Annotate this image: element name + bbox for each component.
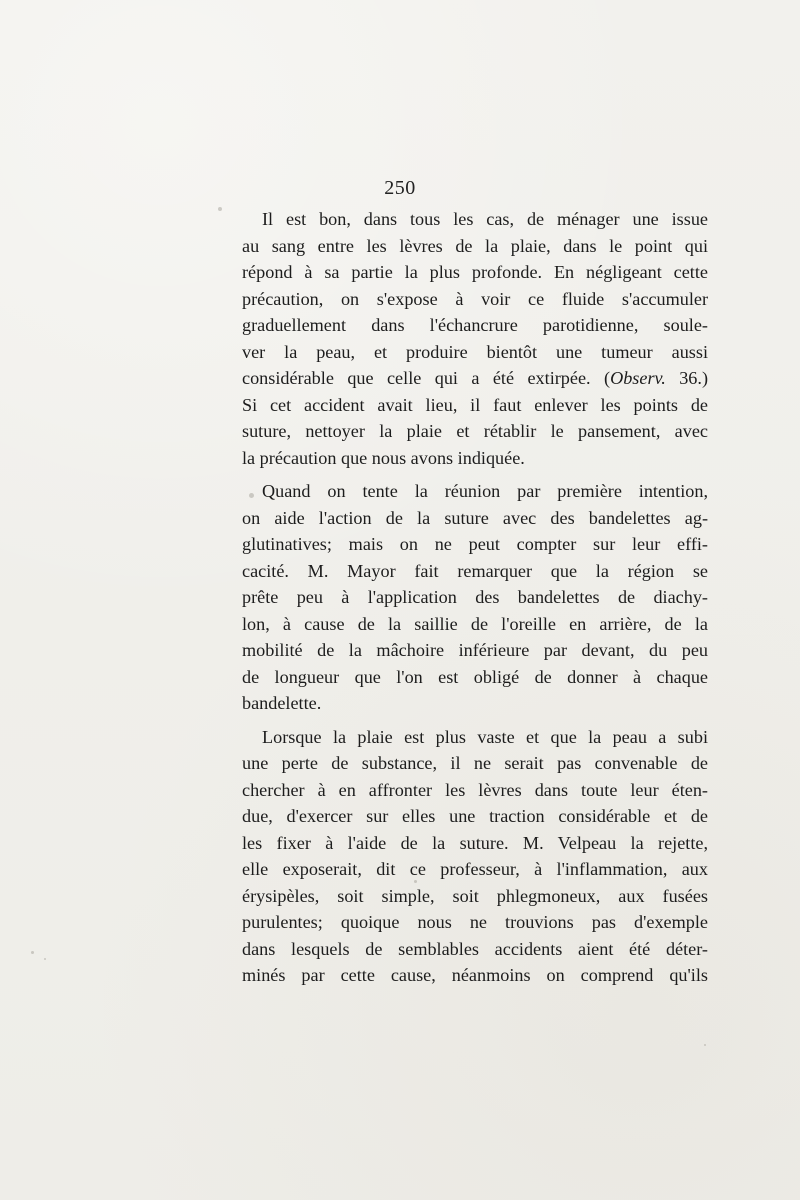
text-line: érysipèles, soit simple, soit phlegmoneux, aux fusées	[242, 885, 708, 906]
text-line: glutinatives; mais on ne peut compter sur leur effi-	[242, 534, 708, 554]
text-line: minés par cette cause, néanmoins on comprend qu'ils	[242, 965, 708, 985]
text-line: cacité. M. Mayor fait remarquer que la région se	[242, 560, 708, 581]
paper-speck	[704, 1044, 706, 1046]
text-line: graduellement dans l'échancrure parotidienne, soule-	[242, 315, 708, 335]
text-line: on aide l'action de la suture avec des bandelettes ag-	[242, 507, 708, 528]
paper-speck	[31, 951, 34, 954]
text-line: chercher à en affronter les lèvres dans toute leur éten-	[242, 779, 708, 800]
text-line: Quand on tente la réunion par première intention,	[262, 481, 708, 501]
text-line: due, d'exercer sur elles une traction considérable et de	[242, 806, 708, 826]
paragraph-3	[242, 724, 708, 989]
body-text	[242, 206, 708, 996]
text-line: au sang entre les lèvres de la plaie, dans le point qui	[242, 235, 708, 256]
page-number: 250	[384, 177, 416, 199]
text-line: ver la peau, et produire bientôt une tumeur aussi	[242, 341, 708, 362]
text-line: Si cet accident avait lieu, il faut enlever les points de	[242, 394, 708, 415]
text-line: purulentes; quoique nous ne trouvions pas d'exemple	[242, 912, 708, 932]
citation-observ: Observ.	[610, 368, 666, 388]
paper-speck	[249, 493, 254, 498]
text-line: mobilité de la mâchoire inférieure par devant, du peu	[242, 640, 708, 660]
paper-speck	[44, 958, 46, 960]
paragraph-2	[242, 478, 708, 717]
paragraph-1	[242, 206, 708, 471]
text-line: lon, à cause de la saillie de l'oreille en arrière, de la	[242, 613, 708, 634]
paper-speck	[414, 880, 417, 883]
text-line: Lorsque la plaie est plus vaste et que la peau a subi	[262, 726, 708, 747]
text-line: répond à sa partie la plus profonde. En négligeant cette	[242, 262, 708, 282]
text-line: Il est bon, dans tous les cas, de ménager une issue	[262, 209, 708, 229]
text-line: la précaution que nous avons indiquée.	[242, 447, 525, 468]
text-line: elle exposerait, dit ce professeur, à l'inflammation, aux	[242, 859, 708, 879]
text-line: une perte de substance, il ne serait pas convenable de	[242, 753, 708, 773]
text-line: considérable que celle qui a été extirpée. (Observ. 36.)	[242, 368, 708, 388]
text-line: bandelette.	[242, 693, 322, 713]
text-line: prête peu à l'application des bandelettes de diachy-	[242, 587, 708, 607]
paper-speck	[218, 207, 222, 211]
text-line: les fixer à l'aide de la suture. M. Velpeau la rejette,	[242, 832, 708, 853]
text-line: précaution, on s'expose à voir ce fluide s'accumuler	[242, 288, 708, 309]
text-line: de longueur que l'on est obligé de donner à chaque	[242, 666, 708, 687]
text-line: dans lesquels de semblables accidents aient été déter-	[242, 938, 708, 959]
text-line: suture, nettoyer la plaie et rétablir le pansement, avec	[242, 421, 708, 441]
